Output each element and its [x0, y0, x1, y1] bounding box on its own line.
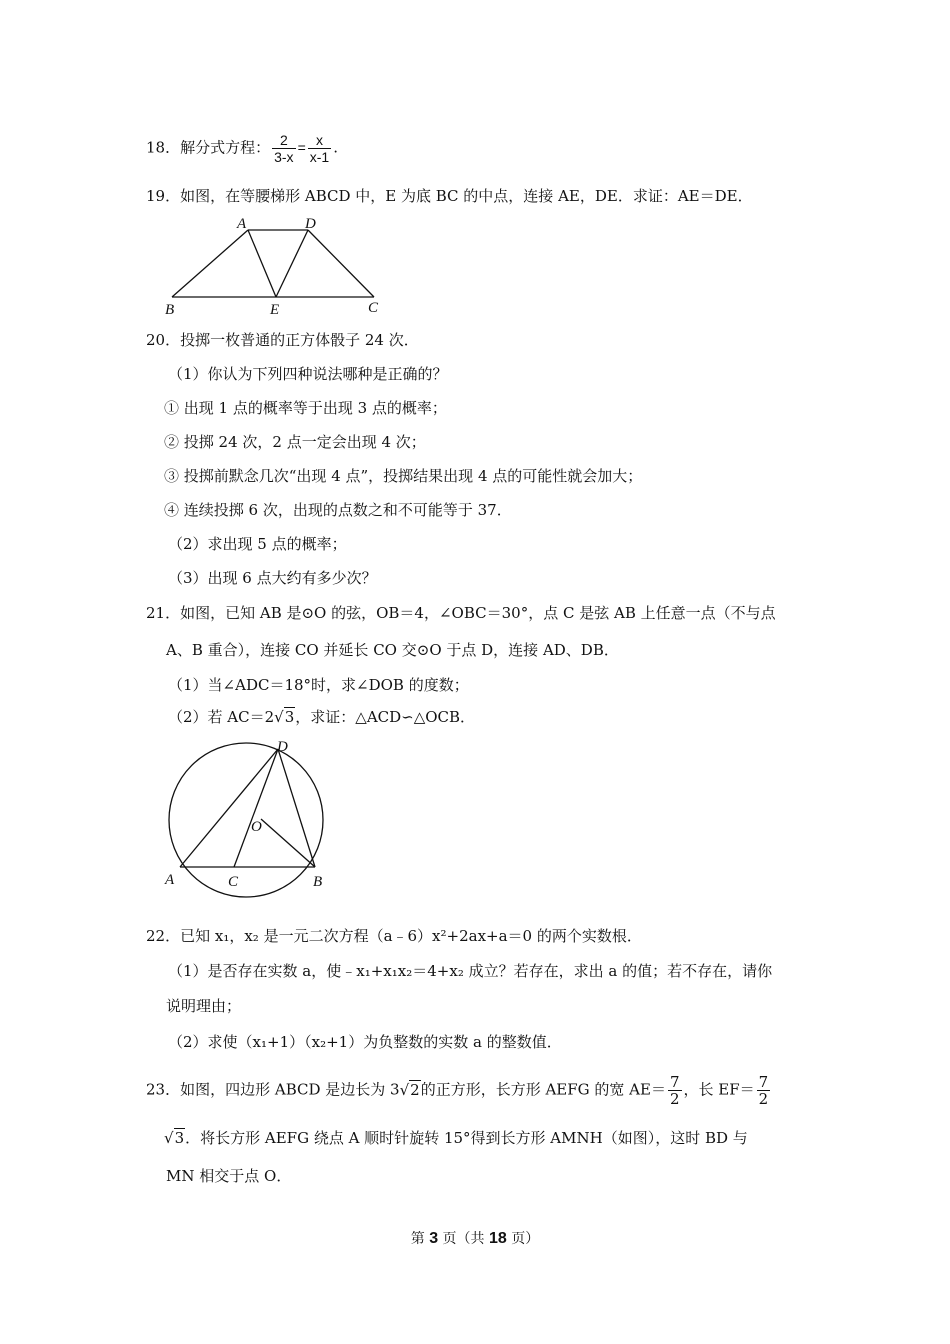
q18-line: [146, 132, 338, 165]
q18-equals: =: [297, 139, 306, 156]
q20-option-3: ③ 投掷前默念几次“出现 4 点”，投掷结果出现 4 点的可能性就会加大；: [164, 467, 643, 485]
footer-page-number: 3: [429, 1230, 439, 1247]
q23-sqrt-2: √3: [164, 1129, 185, 1147]
q21-label-o: O: [251, 819, 262, 835]
footer-mid: 页（共: [438, 1231, 489, 1247]
q19-label-b: B: [165, 302, 175, 318]
q22-line1: 22．已知 x₁，x₂ 是一元二次方程（a﹣6）x²+2ax+a＝0 的两个实数根．: [146, 927, 642, 945]
q19-edge-dc: [308, 230, 374, 297]
q19-label-c: C: [368, 300, 379, 316]
footer-total-pages: 18: [489, 1230, 507, 1247]
q21-line2: A、B 重合），连接 CO 并延长 CO 交⊙O 于点 D，连接 AD、DB．: [166, 641, 619, 659]
footer-post: 页）: [506, 1231, 540, 1247]
q23-text-c: ，长 EF＝: [683, 1080, 755, 1099]
page-footer: [0, 1228, 950, 1248]
q19-edge-ae: [248, 230, 276, 297]
q20-part2: （2）求出现 5 点的概率；: [168, 535, 347, 553]
q21-part2: [168, 707, 475, 727]
q21-line1: 21．如图，已知 AB 是⊙O 的弦，OB＝4，∠OBC＝30°，点 C 是弦 AB 上任意一点（不与点: [146, 604, 776, 622]
q20-option-2: ② 投掷 24 次，2 点一定会出现 4 次；: [164, 433, 426, 451]
q18-fraction-2: $\frac{x}{x-1}$: [309, 132, 330, 165]
q20-option-1: ① 出现 1 点的概率等于出现 3 点的概率；: [164, 399, 447, 417]
q23-text-a: 23．如图，四边形 ABCD 是边长为 3: [146, 1080, 400, 1099]
q23-sqrt-1: √2: [399, 1080, 420, 1099]
q21-part2-text-b: ，求证：△ACD∽△OCB．: [295, 708, 476, 726]
q21-label-c: C: [228, 874, 239, 890]
q21-line-ad: [180, 749, 278, 867]
q19-label-d: D: [305, 216, 316, 232]
q19-edge-de: [276, 230, 308, 297]
q23-fraction-2: $\frac{7}{2}$: [758, 1073, 769, 1108]
q21-line-db: [278, 749, 315, 867]
q20-part3: （3）出现 6 点大约有多少次？: [168, 569, 377, 587]
q21-label-b: B: [313, 874, 323, 890]
q19-trapezoid-figure: [160, 212, 400, 322]
footer-pre: 第: [410, 1231, 430, 1247]
q21-label-a: A: [165, 872, 175, 888]
q21-label-d: D: [277, 739, 288, 755]
q23-line2-text: ．将长方形 AEFG 绕点 A 顺时针旋转 15°得到长方形 AMNH（如图），这时 BD 与: [185, 1129, 748, 1147]
q18-text: 解分式方程：: [180, 138, 271, 157]
q23-line3: MN 相交于点 O．: [166, 1167, 292, 1185]
q19-edge-ab: [172, 230, 248, 297]
q21-line-cd: [234, 749, 278, 867]
q20-line: 20．投掷一枚普通的正方体骰子 24 次．: [146, 331, 419, 349]
q18-fraction-1: $\frac{2}{3-x}$: [274, 132, 294, 165]
q19-label-e: E: [270, 302, 280, 318]
q23-text-b: 的正方形，长方形 AEFG 的宽 AE＝: [420, 1080, 666, 1099]
q23-line1: [146, 1074, 772, 1107]
q22-part2: （2）求使（x₁+1）（x₂+1）为负整数的实数 a 的整数值．: [168, 1033, 562, 1051]
q22-part1a: （1）是否存在实数 a，使﹣x₁+x₁x₂＝4+x₂ 成立？若存在，求出 a 的值；若不存在，请你: [168, 962, 773, 980]
q19-label-a: A: [237, 216, 247, 232]
q23-line2: [164, 1128, 748, 1148]
q22-part1b: 说明理由；: [166, 997, 242, 1015]
q18-end: .: [333, 138, 338, 157]
q20-option-4: ④ 连续投掷 6 次，出现的点数之和不可能等于 37．: [164, 501, 512, 519]
q20-part1: （1）你认为下列四种说法哪种是正确的？: [168, 365, 448, 383]
q18-number: 18．: [146, 138, 181, 157]
q19-line: 19．如图，在等腰梯形 ABCD 中，E 为底 BC 的中点，连接 AE，DE．求证：AE＝DE．: [146, 187, 753, 205]
q21-circle-figure: [160, 735, 350, 900]
q23-fraction-1: $\frac{7}{2}$: [669, 1073, 680, 1108]
q21-part1: （1）当∠ADC＝18°时，求∠DOB 的度数；: [168, 676, 469, 694]
q21-part2-text-a: （2）若 AC＝2: [168, 708, 275, 726]
q21-sqrt: √3: [274, 708, 295, 726]
